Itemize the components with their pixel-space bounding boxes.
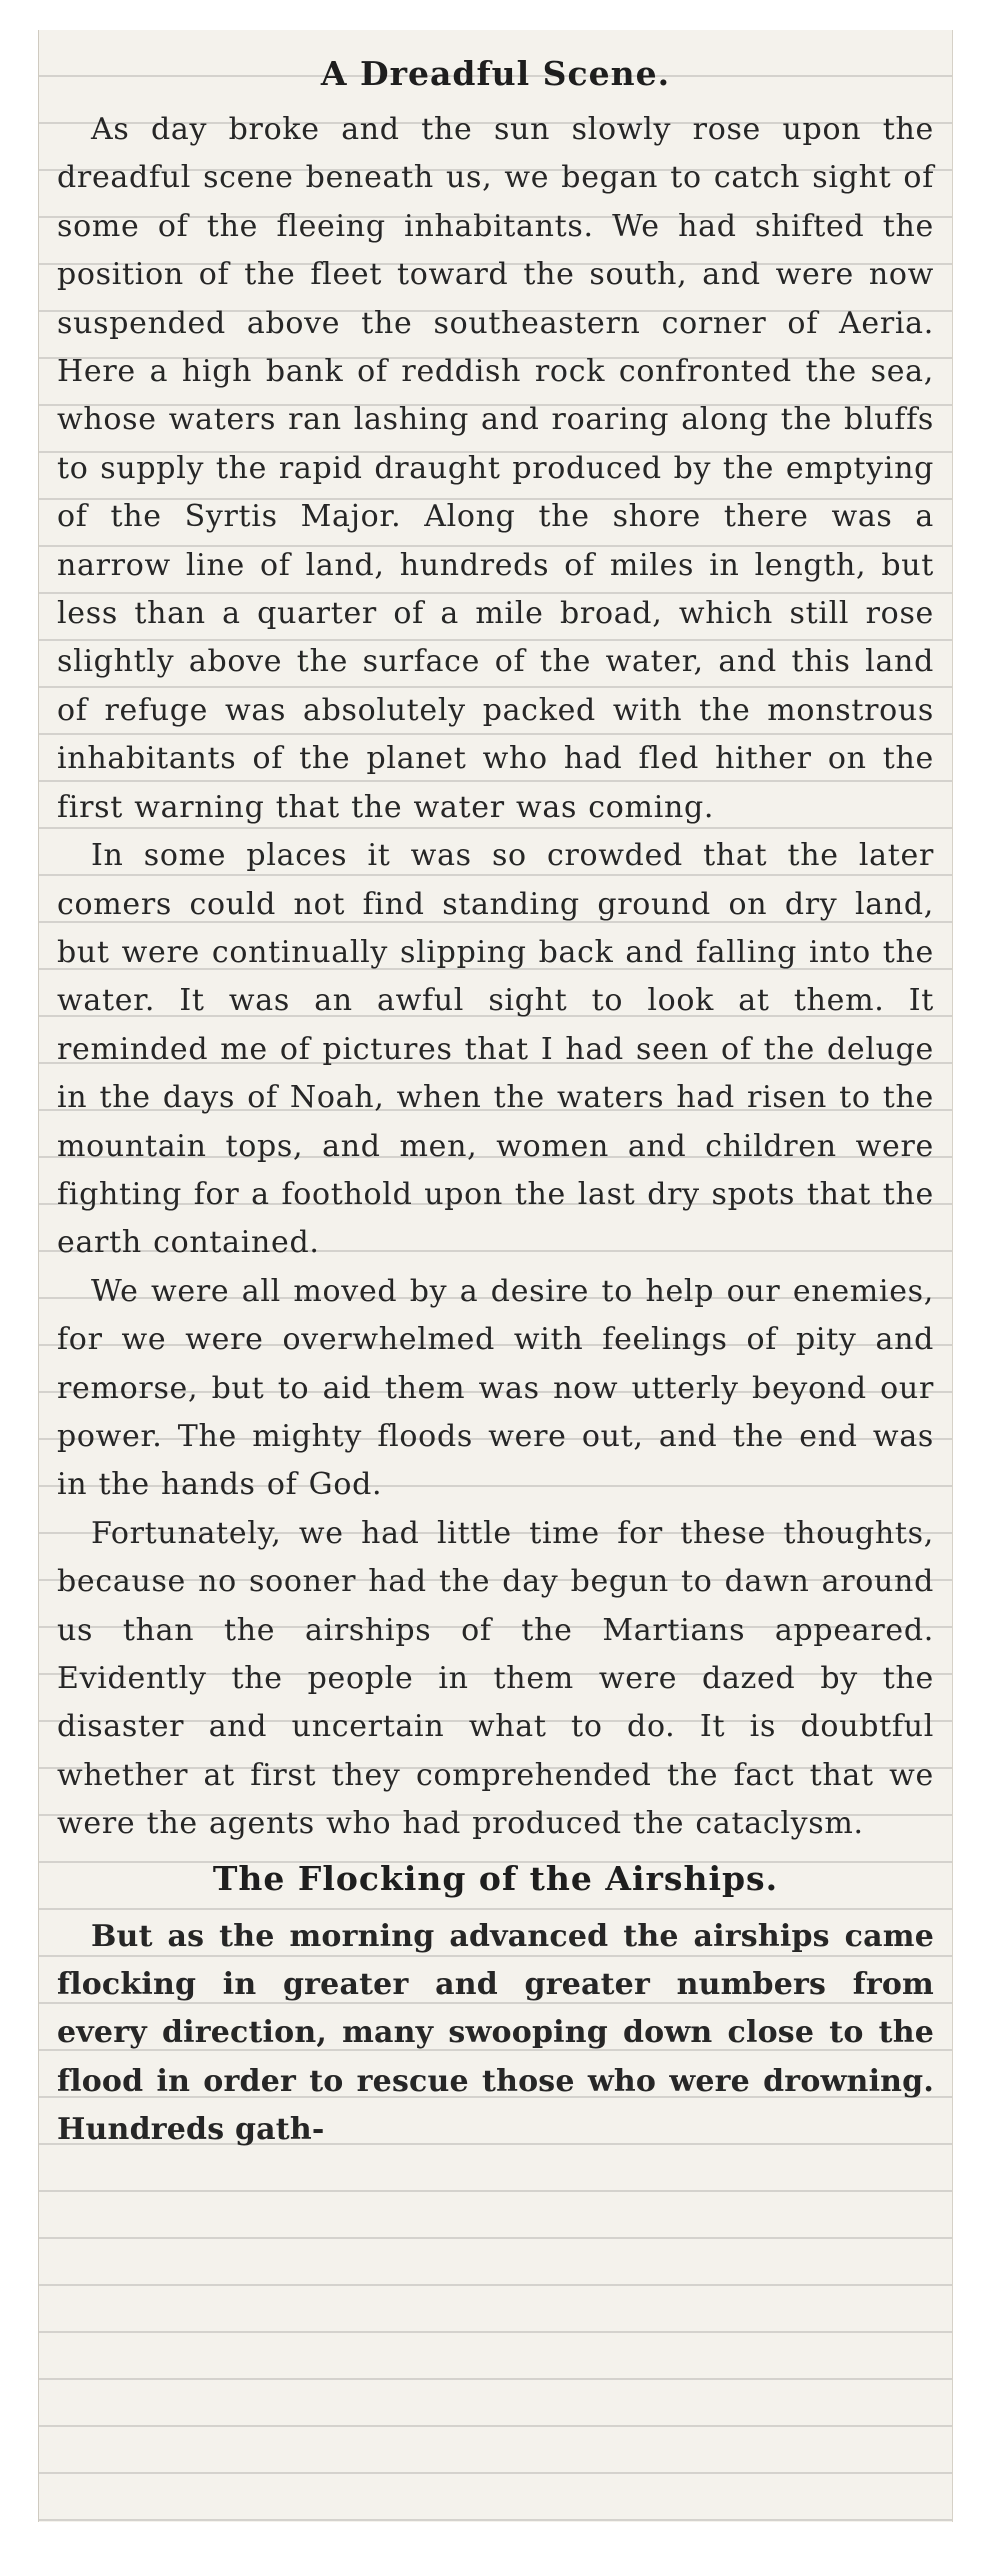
article-paragraph-final: But as the morning advanced the airships came flocking in greater and greater numbers from every direction, many swooping down close to the flood in order to rescue those who were drowning. Hundreds gath-: [57, 1918, 934, 2148]
article-paragraph: As day broke and the sun slowly rose upon the dreadful scene beneath us, we began to catch sight of some of the fleeing inhabitants. We had shifted the position of the fleet toward the south, and were now suspended above the southeastern corner of Aeria. Here a high bank of reddish rock confronted the sea, whose waters ran lashing and roaring along the bluffs to supply the rapid draught produced by the emptying of the Syrtis Major. Along the shore there was a narrow line of land, hundreds of miles in length, but less than a quarter of a mile broad, which still rose slightly above the surface of the water, and this land of refuge was absolutely packed with the monstrous inhabitants of the planet who had fled hither on the first warning that the water was coming.: [57, 112, 934, 825]
article-paragraph: We were all moved by a desire to help our enemies, for we were overwhelmed with feelings of pity and remorse, but to aid them was now utterly beyond our power. The mighty floods were out, and the end was in the hands of God.: [57, 1273, 934, 1503]
article-paragraph: In some places it was so crowded that the later comers could not find standing ground on dry land, but were continually slipping back and falling into the water. It was an awful sight to look at them. It reminded me of pictures that I had seen of the deluge in the days of Noah, when the waters had risen to the mountain tops, and men, women and children were fighting for a foothold upon the last dry spots that the earth contained.: [57, 838, 934, 1261]
section-subheading: The Flocking of the Airships.: [212, 1858, 779, 1898]
newspaper-clipping: [38, 30, 953, 2522]
article-title: A Dreadful Scene.: [320, 54, 671, 93]
article-paragraph: Fortunately, we had little time for these thoughts, because no sooner had the day begun to dawn around us than the airships of the Martians appeared. Evidently the people in them were dazed by the disaster and uncertain what to do. It is doubtful whether at first they comprehended the fact that we were the agents who had produced the cataclysm.: [57, 1515, 934, 1842]
